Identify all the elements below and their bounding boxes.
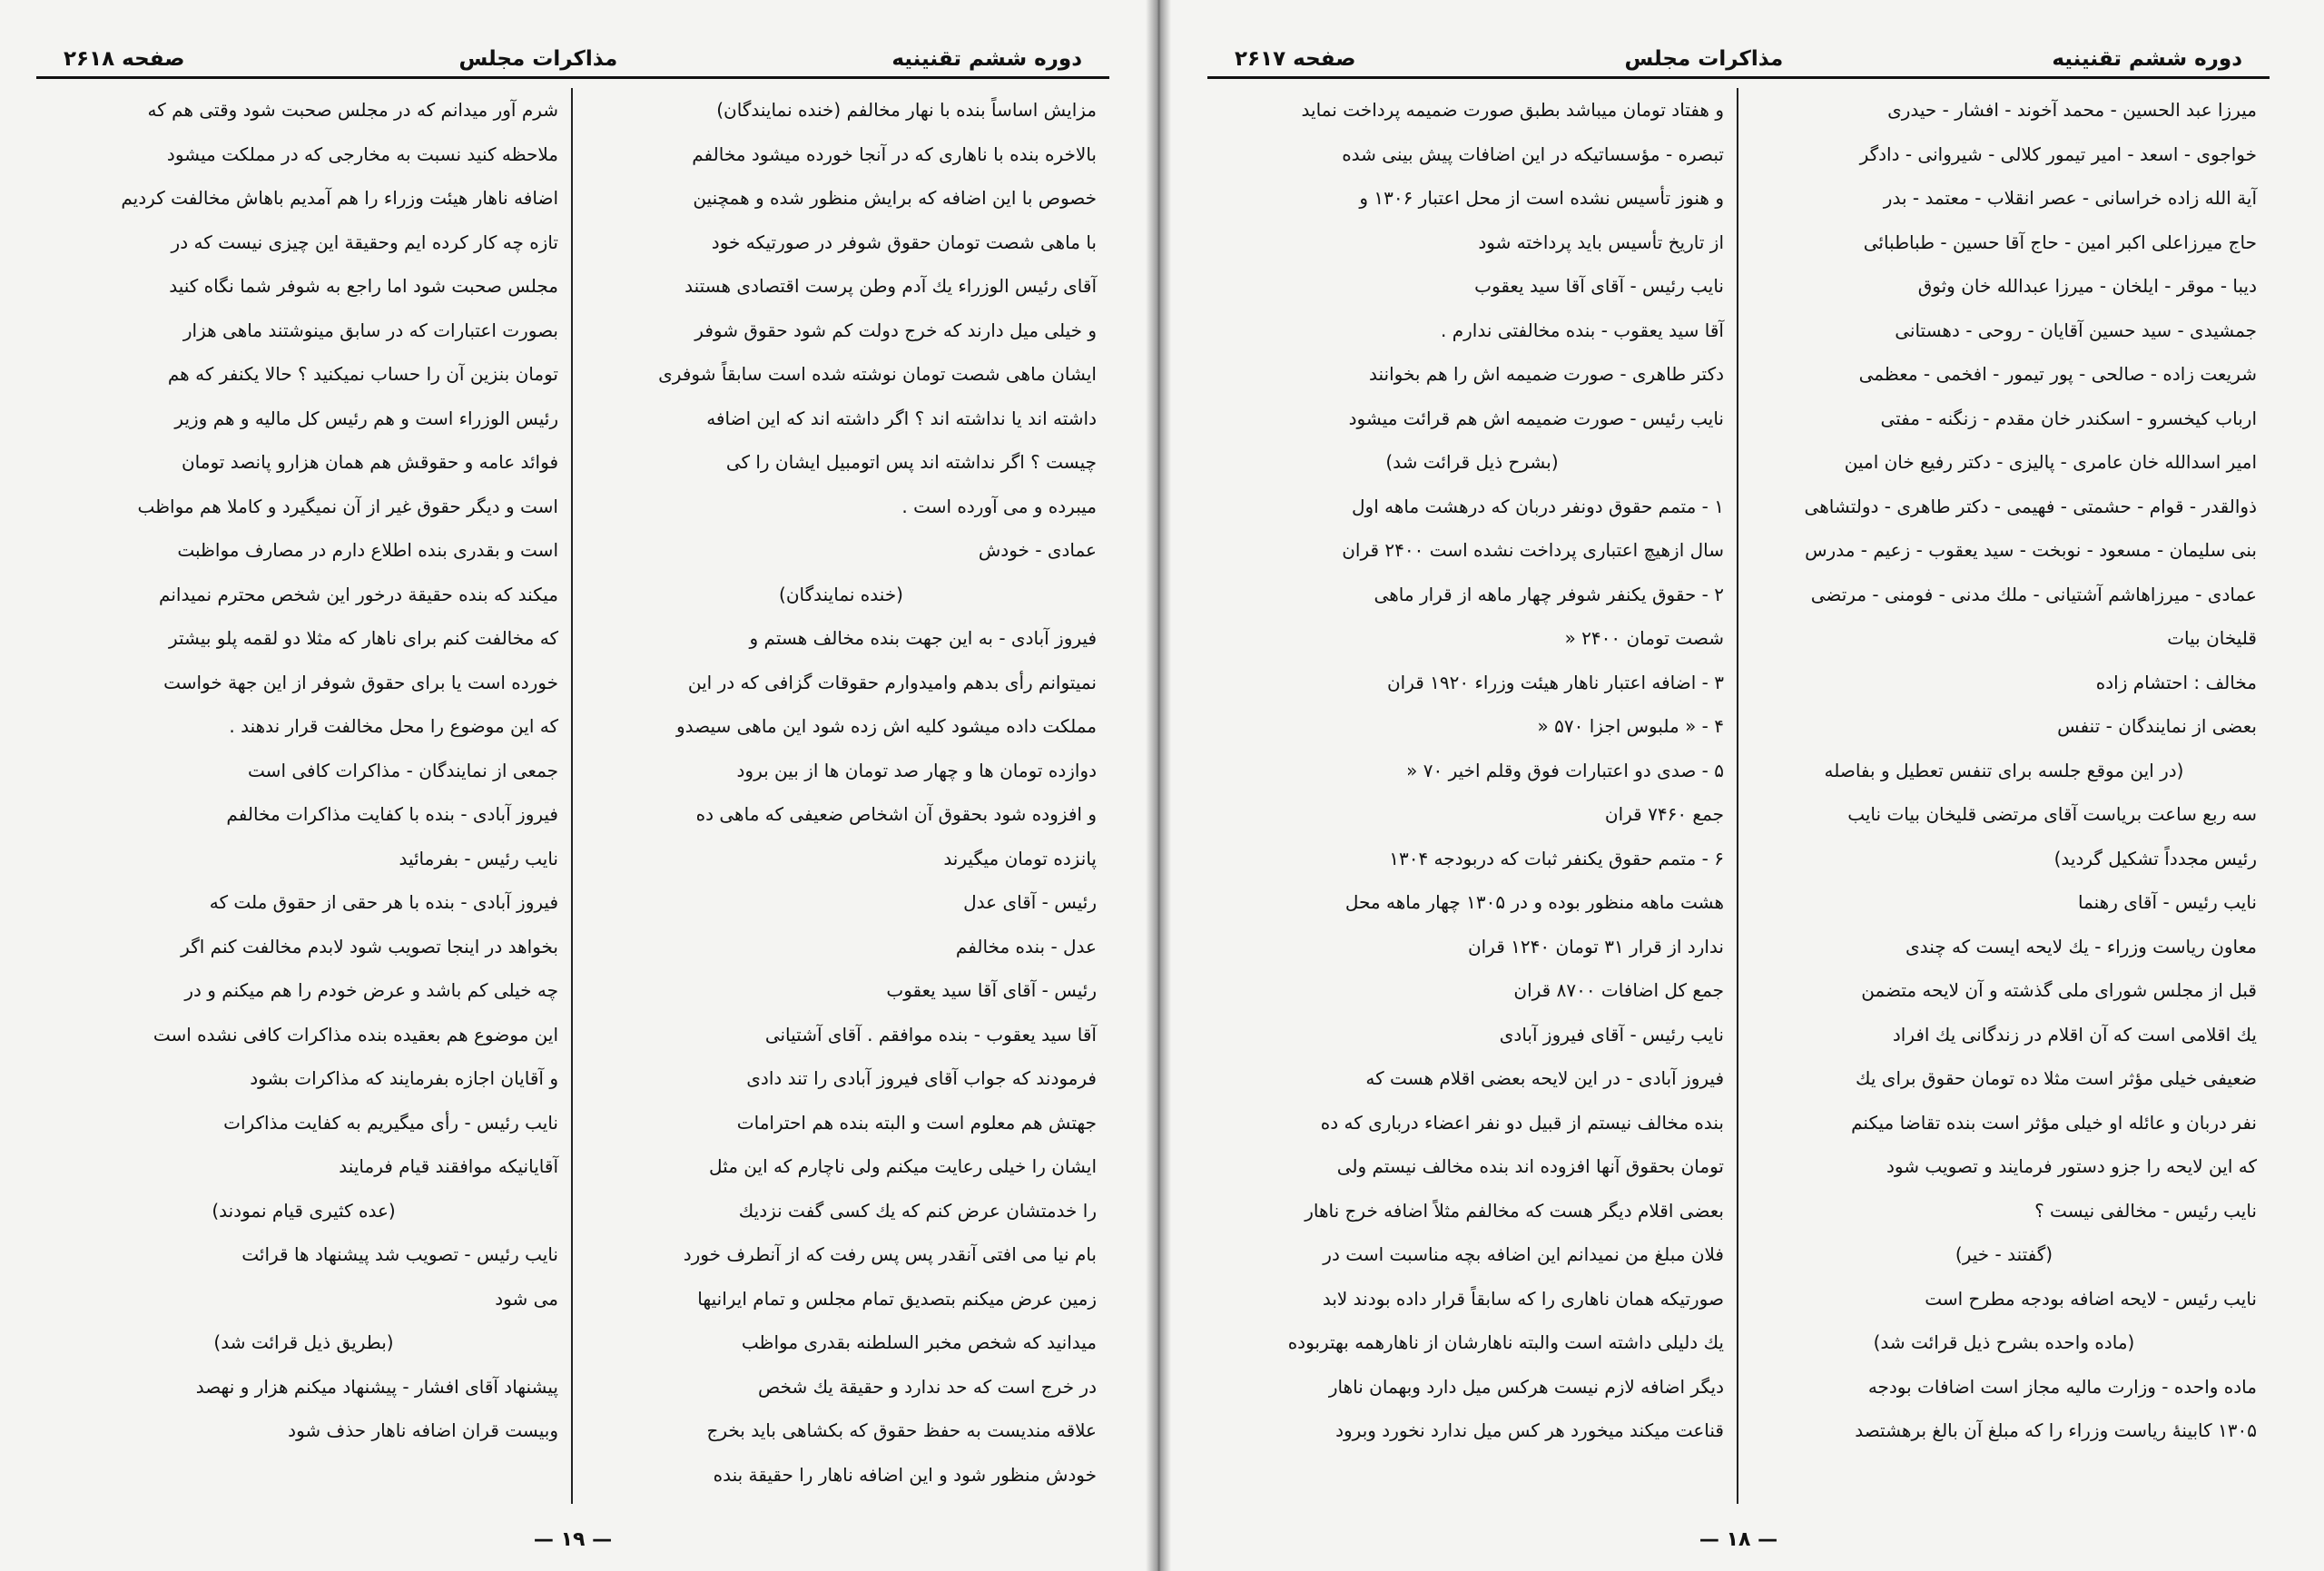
text-line: قناعت میکند میخورد هر کس میل ندارد نخورد وبرود — [1335, 1419, 1724, 1441]
text-line: میکند که بنده حقیقة درخور این شخص محترم نمیدانم — [159, 583, 558, 605]
text-line: با ماهی شصت تومان حقوق شوفر در صورتیکه خود — [711, 231, 1097, 253]
text-line: صورتیکه همان ناهاری را که سابقاً قرار داده بودند لابد — [1322, 1287, 1724, 1310]
text-line: (گفتند - خیر) — [1955, 1243, 2053, 1265]
text-line: چه خیلی کم باشد و عرض خودم را هم میکنم و در — [184, 979, 558, 1001]
text-line: که مخالفت کنم برای ناهار که مثلا دو لقمه پلو بیشتر — [168, 627, 558, 649]
page-header — [36, 47, 1109, 79]
column-left — [1207, 88, 1738, 1504]
text-line: ماده واحده - وزارت مالیه مجاز است اضافات بودجه — [1867, 1375, 2257, 1398]
text-line: زمین عرض میکنم بتصدیق تمام مجلس و تمام ایرانیها — [697, 1287, 1097, 1310]
text-line: دکتر طاهری - صورت ضمیمه اش را هم بخوانند — [1369, 363, 1724, 385]
text-line: میرزا عبد الحسین - محمد آخوند - افشار - حیدری — [1887, 99, 2257, 121]
text-line: معاون ریاست وزراء - یك لایحه ایست که چندی — [1905, 935, 2257, 957]
text-line: ارباب کیخسرو - اسکندر خان مقدم - زنگنه - مفتی — [1880, 407, 2257, 429]
text-line: بنی سلیمان - مسعود - نوبخت - سید یعقوب - زعیم - مدرس — [1805, 539, 2257, 561]
text-line: را خدمتشان عرض کنم که یك کسی گفت نزدیك — [738, 1199, 1097, 1222]
header-title: مذاکرات مجلس — [1624, 47, 1784, 71]
header-title: مذاکرات مجلس — [458, 47, 618, 71]
text-line: آقا سید یعقوب - بنده مخالفتی ندارم . — [1441, 319, 1724, 341]
text-line: این موضوع هم بعقیده بنده مذاکرات کافی نشده است — [153, 1023, 558, 1046]
text-line: هشت ماهه منظور بوده و در ۱۳۰۵ چهار ماهه محل — [1344, 891, 1724, 913]
text-line: تومان بنزین آن را حساب نمیکنید ؟ حالا یکنفر که هم — [167, 363, 558, 385]
column-left — [36, 88, 573, 1504]
text-columns — [36, 88, 1109, 1504]
text-line: عمادی - میرزاهاشم آشتیانی - ملك مدنی - فومنی - مرتضی — [1810, 583, 2257, 605]
text-line: می شود — [495, 1287, 558, 1310]
page-footer-number: — ۱۹ — — [533, 1528, 613, 1551]
text-line: نایب رئیس - آقای فیروز آبادی — [1499, 1023, 1724, 1046]
page-footer-number: — ۱۸ — — [1699, 1528, 1778, 1551]
text-line: ذوالقدر - قوام - حشمتی - فهیمی - دکتر طاهری - دولتشاهی — [1804, 495, 2257, 517]
text-line: آقا سید یعقوب - بنده موافقم . آقای آشتیانی — [764, 1023, 1097, 1046]
text-line: آقایانیکه موافقند قیام فرمایند — [339, 1155, 558, 1177]
page-2618 — [0, 0, 1146, 1571]
text-line: فیروز آبادی - بنده با کفایت مذاکرات مخالفم — [226, 803, 558, 825]
text-line: بخواهد در اینجا تصویب شود لابدم مخالفت کنم اگر — [181, 935, 558, 957]
text-line: ایشان ماهی شصت تومان نوشته شده است سابقاً شوفری — [658, 363, 1097, 385]
text-line: ملاحظه کنید نسبت به مخارجی که در مملکت میشود — [166, 142, 558, 165]
text-line: رئیس - آقای آقا سید یعقوب — [886, 979, 1097, 1001]
column-right — [573, 88, 1109, 1504]
page-header — [1207, 47, 2270, 79]
text-line: است و بقدری بنده اطلاع دارم در مصارف مواظبت — [177, 539, 558, 561]
text-line: نایب رئیس - مخالفی نیست ؟ — [2034, 1199, 2257, 1222]
text-line: جهتش هم معلوم است و البته بنده هم احترامات — [736, 1111, 1097, 1134]
text-line: آقای رئیس الوزراء یك آدم وطن پرست اقتصادی هستند — [684, 275, 1097, 297]
text-line: از تاریخ تأسیس باید پرداخته شود — [1478, 231, 1724, 253]
header-page-number: صفحه ۲۶۱۸ — [64, 47, 185, 71]
text-line: ۳ - اضافه اعتبار ناهار هیئت وزراء ۱۹۲۰ قران — [1386, 671, 1724, 693]
text-line: جمعی از نمایندگان - مذاکرات کافی است — [248, 759, 558, 781]
text-line: فیروز آبادی - در این لایحه بعضی اقلام هست که — [1365, 1067, 1724, 1089]
text-line: بعضی از نمایندگان - تنفس — [2057, 715, 2257, 737]
text-line: امیر اسدالله خان عامری - پالیزی - دکتر رفیع خان امین — [1844, 451, 2257, 473]
text-line: بالاخره بنده با ناهاری که در آنجا خورده میشود مخالفم — [692, 142, 1097, 165]
text-line: نایب رئیس - رأی میگیریم به کفایت مذاکرات — [223, 1111, 558, 1134]
text-line: پیشنهاد آقای افشار - پیشنهاد میکنم هزار و نهصد — [195, 1375, 558, 1398]
text-line: رئیس الوزراء است و هم رئیس کل مالیه و هم وزیر — [174, 407, 558, 429]
text-line: رئیس - آقای عدل — [963, 891, 1097, 913]
text-line: سه ربع ساعت بریاست آقای مرتضی قلیخان بیات نایب — [1847, 803, 2257, 825]
text-line: (بطریق ذیل قرائت شد) — [213, 1331, 394, 1353]
text-line: سال ازهیچ اعتباری پرداخت نشده است ۲۴۰۰ قران — [1342, 539, 1724, 561]
text-line: خصوص با این اضافه که برایش منظور شده و همچنین — [693, 187, 1097, 209]
text-line: شریعت زاده - صالحی - پور تیمور - افخمی - معظمی — [1858, 363, 2257, 385]
text-line: ۲ - حقوق یکنفر شوفر چهار ماهه از قرار ماهی — [1374, 583, 1724, 605]
text-line: عمادی - خودش — [978, 539, 1097, 561]
text-line: داشته اند یا نداشته اند ؟ اگر داشته اند که این اضافه — [706, 407, 1097, 429]
text-line: تومان بحقوق آنها افزوده اند بنده مخالف نیستم ولی — [1336, 1155, 1724, 1177]
text-line: خودش منظور شود و این اضافه ناهار را حقیقة بنده — [713, 1463, 1097, 1486]
header-session: دوره ششم تقنینیه — [891, 47, 1082, 71]
text-line: (خنده نمایندگان) — [779, 583, 903, 605]
text-line: خورده است یا برای حقوق شوفر از این جهة خواست — [163, 671, 558, 693]
text-line: ۱ - متمم حقوق دونفر دربان که درهشت ماهه اول — [1352, 495, 1724, 517]
text-line: حاج میرزاعلی اکبر امین - حاج آقا حسین - طباطبائی — [1863, 231, 2257, 253]
text-line: مملکت داده میشود کلیه اش زده شود این ماهی سیصدو — [675, 715, 1097, 737]
text-line: قلیخان بیات — [2167, 627, 2257, 649]
text-line: که این لایحه را جزو دستور فرمایند و تصویب شود — [1886, 1155, 2257, 1177]
text-line: دیبا - موقر - ایلخان - میرزا عبدالله خان وثوق — [1917, 275, 2257, 297]
text-line: و خیلی میل دارند که خرج دولت کم شود حقوق شوفر — [694, 319, 1097, 341]
text-line: نفر دربان و عائله او خیلی مؤثر است بنده تقاضا میکنم — [1851, 1111, 2257, 1134]
text-line: مزایش اساساً بنده با نهار مخالفم (خنده نمایندگان) — [716, 99, 1097, 121]
text-line: پانزده تومان میگیرند — [943, 847, 1097, 869]
text-line: که این موضوع را محل مخالفت قرار ندهند . — [229, 715, 558, 737]
text-line: و افزوده شود بحقوق آن اشخاص ضعیفی که ماهی ده — [695, 803, 1097, 825]
text-line: در خرج است که حد ندارد و حقیقة یك شخص — [758, 1375, 1097, 1398]
text-line: بنده مخالف نیستم از قبیل دو نفر اعضاء درباری که ده — [1320, 1111, 1724, 1134]
text-line: فرمودند که جواب آقای فیروز آبادی را تند دادی — [746, 1067, 1097, 1089]
text-line: چیست ؟ اگر نداشته اند پس اتومبیل ایشان را کی — [725, 451, 1097, 473]
text-line: دوازده تومان ها و چهار صد تومان ها از بین برود — [736, 759, 1097, 781]
text-line: تبصره - مؤسساتیکه در این اضافات پیش بینی شده — [1342, 142, 1724, 165]
text-line: قبل از مجلس شورای ملی گذشته و آن لایحه متضمن — [1861, 979, 2257, 1001]
text-line: فلان مبلغ من نمیدانم این اضافه بچه مناسبت است در — [1323, 1243, 1724, 1265]
text-line: ۱۳۰۵ کابینهٔ ریاست وزراء را که مبلغ آن بالغ برهشتصد — [1855, 1419, 2257, 1441]
text-line: فوائد عامه و حقوقش هم همان هزارو پانصد تومان — [181, 451, 558, 473]
text-line: بام نیا می افتی آنقدر پس پس رفت که از آنطرف خورد — [683, 1243, 1097, 1265]
text-line: نایب رئیس - آقای رهنما — [2077, 891, 2257, 913]
text-line: نایب رئیس - صورت ضمیمه اش هم قرائت میشود — [1348, 407, 1724, 429]
text-line: شرم آور میدانم که در مجلس صحبت شود وقتی هم که — [147, 99, 558, 121]
text-line: ایشان را خیلی رعایت میکنم ولی ناچارم که این مثل — [709, 1155, 1097, 1177]
text-line: (ماده واحده بشرح ذیل قرائت شد) — [1873, 1331, 2135, 1353]
text-line: وبیست قران اضافه ناهار حذف شود — [288, 1419, 558, 1441]
text-line: بصورت اعتبارات که در سابق مینوشتند ماهی هزار — [182, 319, 558, 341]
column-right — [1738, 88, 2270, 1504]
text-line: دیگر اضافه لازم نیست هرکس میل دارد وبهمان ناهار — [1328, 1375, 1724, 1398]
text-line: آیة الله زاده خراسانی - عصر انقلاب - معتمد - بدر — [1883, 187, 2257, 209]
text-line: ضعیفی خیلی مؤثر است مثلا ده تومان حقوق برای یك — [1856, 1067, 2257, 1089]
text-line: جمع کل اضافات ۸۷۰۰ قران — [1513, 979, 1724, 1001]
text-line: ۴ - « ملبوس اجزا ۵۷۰ « — [1537, 715, 1724, 737]
text-line: رئیس مجدداً تشکیل گردید) — [2053, 847, 2257, 869]
text-line: اضافه ناهار هیئت وزراء را هم آمدیم باهاش مخالفت کردیم — [121, 187, 558, 209]
text-line: یك دلیلی داشته است والبته ناهارشان از ناهارهمه بهتربوده — [1287, 1331, 1724, 1353]
text-line: میبرده و می آورده است . — [901, 495, 1097, 517]
text-line: جمع ۷۴۶۰ قران — [1604, 803, 1724, 825]
text-line: علاقه مندیست به حفظ حقوق که بکشاهی باید بخرج — [706, 1419, 1097, 1441]
text-line: شصت تومان ۲۴۰۰ « — [1564, 627, 1724, 649]
page-2617 — [1171, 0, 2306, 1571]
text-line: (در این موقع جلسه برای تنفس تعطیل و بفاصله — [1824, 759, 2184, 781]
text-line: نایب رئیس - لایحه اضافه بودجه مطرح است — [1925, 1287, 2257, 1310]
text-line: ندارد از قرار ۳۱ تومان ۱۲۴۰ قران — [1467, 935, 1724, 957]
header-page-number: صفحه ۲۶۱۷ — [1235, 47, 1356, 71]
text-line: بعضی اقلام دیگر هست که مخالفم مثلاً اضافه خرج ناهار — [1305, 1199, 1724, 1222]
text-line: (بشرح ذیل قرائت شد) — [1385, 451, 1559, 473]
text-line: مجلس صحبت شود اما راجع به شوفر شما نگاه کنید — [169, 275, 558, 297]
text-line: نایب رئیس - بفرمائید — [399, 847, 558, 869]
text-line: خواجوی - اسعد - امیر تیمور کلالی - شیروانی - دادگر — [1859, 142, 2257, 165]
text-line: فیروز آبادی - بنده با هر حقی از حقوق ملت که — [209, 891, 558, 913]
text-line: نایب رئیس - آقای آقا سید یعقوب — [1474, 275, 1724, 297]
text-line: (عده کثیری قیام نمودند) — [212, 1199, 396, 1222]
text-line: است و دیگر حقوق غیر از آن نمیگیرد و کاملا هم مواظب — [137, 495, 558, 517]
text-line: و آقایان اجازه بفرمایند که مذاکرات بشود — [250, 1067, 558, 1089]
text-line: نایب رئیس - تصویب شد پیشنهاد ها قرائت — [241, 1243, 558, 1265]
text-line: میدانید که شخص مخبر السلطنه بقدری مواظب — [741, 1331, 1097, 1353]
text-columns — [1207, 88, 2270, 1504]
text-line: تازه چه کار کرده ایم وحقیقة این چیزی نیست که در — [171, 231, 558, 253]
header-session: دوره ششم تقنینیه — [2052, 47, 2242, 71]
text-line: ۶ - متمم حقوق یکنفر ثبات که دربودجه ۱۳۰۴ — [1389, 847, 1724, 869]
text-line: عدل - بنده مخالفم — [955, 935, 1097, 957]
book-gutter — [1146, 0, 1171, 1571]
text-line: نمیتوانم رأی بدهم وامیدوارم حقوقات گزافی که در این — [687, 671, 1097, 693]
text-line: یك اقلامی است که آن اقلام در زندگانی یك افراد — [1892, 1023, 2257, 1046]
text-line: و هفتاد تومان میباشد بطبق صورت ضمیمه پرداخت نماید — [1301, 99, 1724, 121]
text-line: ۵ - صدی دو اعتبارات فوق وقلم اخیر ۷۰ « — [1406, 759, 1724, 781]
text-line: مخالف : احتشام زاده — [2095, 671, 2257, 693]
text-line: فیروز آبادی - به این جهت بنده مخالف هستم و — [749, 627, 1097, 649]
text-line: جمشیدی - سید حسین آقایان - روحی - دهستانی — [1895, 319, 2257, 341]
text-line: و هنوز تأسیس نشده است از محل اعتبار ۱۳۰۶ و — [1359, 187, 1724, 209]
